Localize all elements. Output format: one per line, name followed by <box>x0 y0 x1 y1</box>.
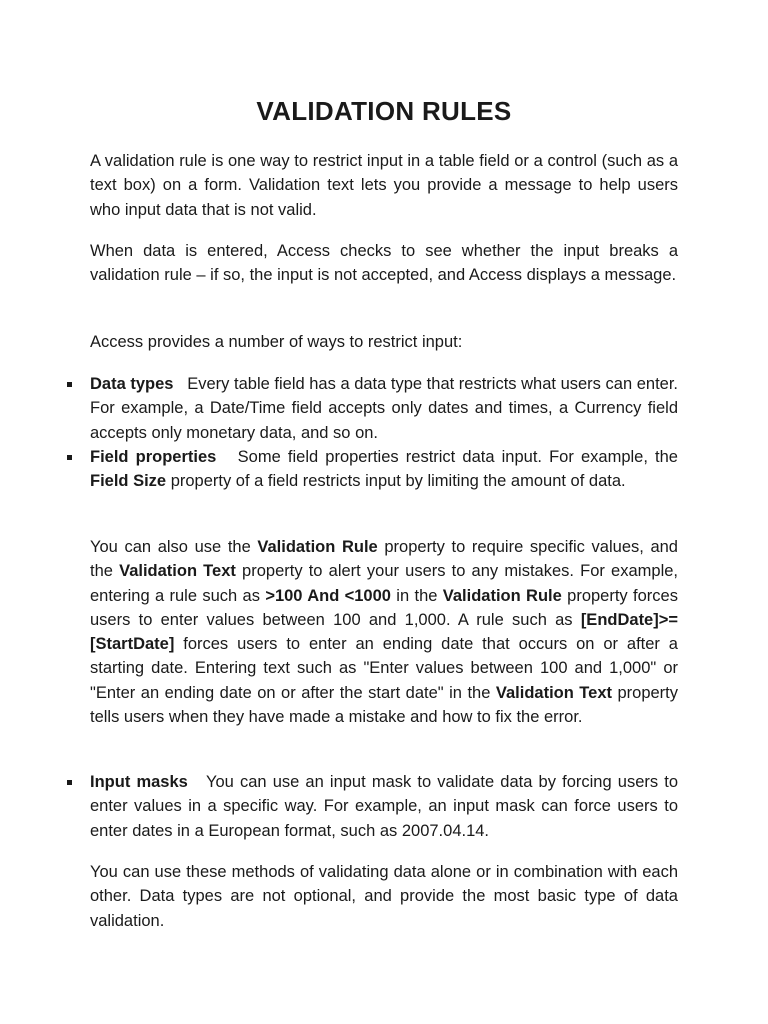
text-run: property forces users to enter values between 100 and 1,000. A rule such as <box>90 586 678 629</box>
text-run: forces users to enter an ending date that occurs on or after a starting date. Entering text such as "Enter values between 100 and 1,000" or "Enter an ending date on or after the start date" in the <box>90 635 678 702</box>
validation-rule-term: Validation Rule <box>257 538 378 556</box>
field-size-term: Field Size <box>90 472 167 491</box>
validation-text-term: Validation Text <box>119 562 236 581</box>
date-rule-example: [EndDate]>=[StartDate] <box>90 610 678 654</box>
closing-paragraph: You can use these methods of validating data alone or in combination with each other. Data types are not optional, and provide the most basic type of data validation. <box>90 863 678 930</box>
text-run: property tells users when they have made a mistake and how to fix the error. <box>90 683 679 727</box>
page-title: VALIDATION RULES <box>256 96 512 126</box>
validation-rule-term: Validation Rule <box>442 586 562 605</box>
bullet-text: Every table field has a data type that restricts what users can enter. For example, a Date/Time field accepts only dates and times, a Currency field accepts only monetary data, and so on. <box>90 375 678 442</box>
bullet-input-masks <box>90 770 678 843</box>
bullet-term: Input masks <box>90 773 188 791</box>
intro-paragraph: A validation rule is one way to restrict input in a table field or a control (such as a text box) on a form. Validation text lets you provide a message to help users who input data that is not valid. <box>90 152 678 219</box>
bullet-term: Data types <box>90 375 174 393</box>
restrict-input-paragraph: Access provides a number of ways to restrict input: <box>90 333 463 351</box>
text-run: property to require specific values, and the <box>90 538 678 581</box>
bullet-data-types <box>90 372 678 445</box>
validation-rule-paragraph <box>90 535 678 729</box>
bullet-marker <box>67 455 72 460</box>
text-run: property to alert your users to any mistakes. For example, entering a rule such as <box>90 562 679 605</box>
bullet-field-properties <box>90 445 678 494</box>
text-run: You can also use the <box>90 538 258 556</box>
bullet-marker <box>67 382 72 387</box>
access-checks-paragraph: When data is entered, Access checks to see whether the input breaks a validation rule – if so, the input is not accepted, and Access displays a message. <box>90 242 678 285</box>
bullet-marker <box>67 780 72 785</box>
bullet-text: property of a field restricts input by limiting the amount of data. <box>166 472 626 491</box>
rule-example: >100 And <1000 <box>265 586 391 605</box>
validation-text-term: Validation Text <box>495 683 612 702</box>
text-run: in the <box>390 586 443 605</box>
bullet-text: You can use an input mask to validate data by forcing users to enter values in a specific way. For example, an input mask can force users to enter dates in a European format, such as 2007.04.14. <box>90 773 679 840</box>
bullet-term: Field properties <box>90 448 217 466</box>
bullet-text: Some field properties restrict data input. For example, the <box>237 448 678 466</box>
